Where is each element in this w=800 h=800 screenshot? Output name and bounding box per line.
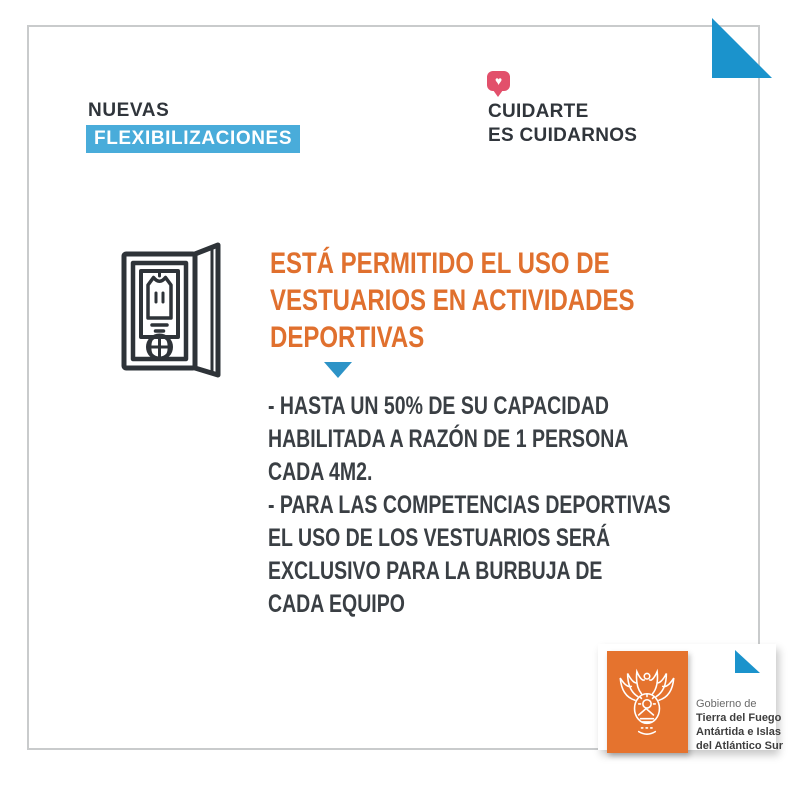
- body-line-2: HABILITADA A RAZÓN DE 1 PERSONA: [268, 425, 629, 453]
- badge-title: NUEVAS: [88, 100, 170, 121]
- slogan: [488, 100, 637, 148]
- heading-line-3: DEPORTIVAS: [270, 321, 425, 354]
- body-line-3: CADA 4M2.: [268, 458, 373, 486]
- badge-highlight-bar: FLEXIBILIZACIONES: [86, 125, 300, 153]
- government-logo-block: [607, 651, 688, 753]
- body-line-1: - HASTA UN 50% DE SU CAPACIDAD: [268, 392, 609, 420]
- heart-icon: ♥: [494, 74, 503, 88]
- government-name: [696, 697, 783, 753]
- locker-icon: [119, 241, 227, 379]
- government-prefix: Gobierno de: [696, 698, 757, 710]
- heading-line-2: VESTUARIOS EN ACTIVIDADES: [270, 284, 635, 317]
- heart-speech-bubble-icon: [487, 71, 510, 91]
- heading-line-1: ESTÁ PERMITIDO EL USO DE: [270, 247, 610, 280]
- body-text: [268, 390, 689, 621]
- body-line-4: - PARA LAS COMPETENCIAS DEPORTIVAS: [268, 491, 671, 519]
- footer-triangle-decoration: [735, 650, 760, 673]
- government-line-3: del Atlántico Sur: [696, 740, 783, 752]
- government-line-1: Tierra del Fuego: [696, 712, 782, 724]
- main-heading: [270, 245, 646, 356]
- slogan-line-2: ES CUIDARNOS: [488, 125, 638, 146]
- down-arrow-icon: [324, 362, 352, 378]
- corner-triangle-decoration: [712, 18, 772, 78]
- slogan-line-1: CUIDARTE: [488, 101, 589, 122]
- body-line-7: CADA EQUIPO: [268, 590, 405, 618]
- body-line-5: EL USO DE LOS VESTUARIOS SERÁ: [268, 524, 611, 552]
- coat-of-arms-icon: [619, 667, 675, 739]
- body-line-6: EXCLUSIVO PARA LA BURBUJA DE: [268, 557, 603, 585]
- government-line-2: Antártida e Islas: [696, 726, 781, 738]
